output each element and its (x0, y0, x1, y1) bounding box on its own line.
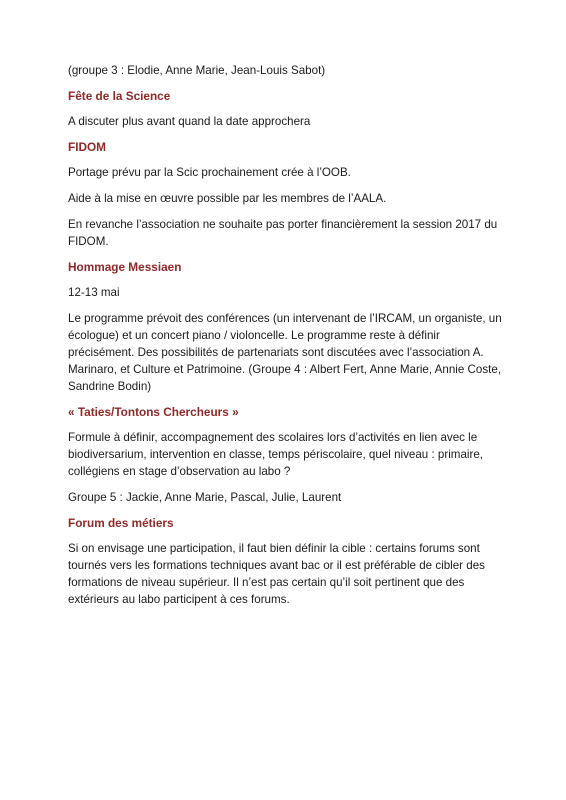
paragraph: En revanche l’association ne souhaite pas porter financièrement la session 2017 du FIDOM. (68, 218, 498, 248)
section-heading: Hommage Messiaen (68, 260, 182, 274)
section-heading: FIDOM (68, 140, 107, 154)
intro-paragraph: (groupe 3 : Elodie, Anne Marie, Jean-Louis Sabot) (68, 64, 326, 77)
section-taties-tontons-chercheurs (68, 404, 508, 506)
paragraph: A discuter plus avant quand la date approchera (68, 115, 311, 128)
section-forum-des-metiers (68, 515, 508, 608)
section-fete-de-la-science (68, 88, 508, 130)
section-hommage-messiaen (68, 259, 508, 395)
paragraph: Aide à la mise en œuvre possible par les membres de l’AALA. (68, 192, 387, 205)
paragraph: Portage prévu par la Scic prochainement crée à l’OOB. (68, 166, 351, 179)
paragraph: 12-13 mai (68, 286, 120, 299)
section-heading: Forum des métiers (68, 516, 174, 530)
paragraph: Si on envisage une participation, il faut bien définir la cible : certains forums sont tournés vers les formations techniques avant bac or il est préférable de cibler des formations de niveau supérieur. Il n’est pas certain qu’il soit pertinent que des extérieurs au labo participent à ces forums. (68, 542, 485, 606)
paragraph: Formule à définir, accompagnement des scolaires lors d’activités en lien avec le biodiversarium, intervention en classe, temps périscolaire, quel niveau : primaire, collégiens en stage d’observation au labo ? (68, 431, 483, 478)
section-fidom (68, 139, 508, 250)
section-heading: Fête de la Science (68, 89, 171, 103)
document-page (68, 62, 508, 617)
paragraph: Le programme prévoit des conférences (un intervenant de l’IRCAM, un organiste, un écologue) et un concert piano / violoncelle. Le programme reste à définir précisément. Des possibilités de partenariats sont discutées avec l’association A. Marinaro, et Culture et Patrimoine. (Groupe 4 : Albert Fert, Anne Marie, Annie Coste, Sandrine Bodin) (68, 312, 502, 393)
section-heading: « Taties/Tontons Chercheurs » (68, 405, 239, 419)
paragraph: Groupe 5 : Jackie, Anne Marie, Pascal, Julie, Laurent (68, 491, 342, 504)
